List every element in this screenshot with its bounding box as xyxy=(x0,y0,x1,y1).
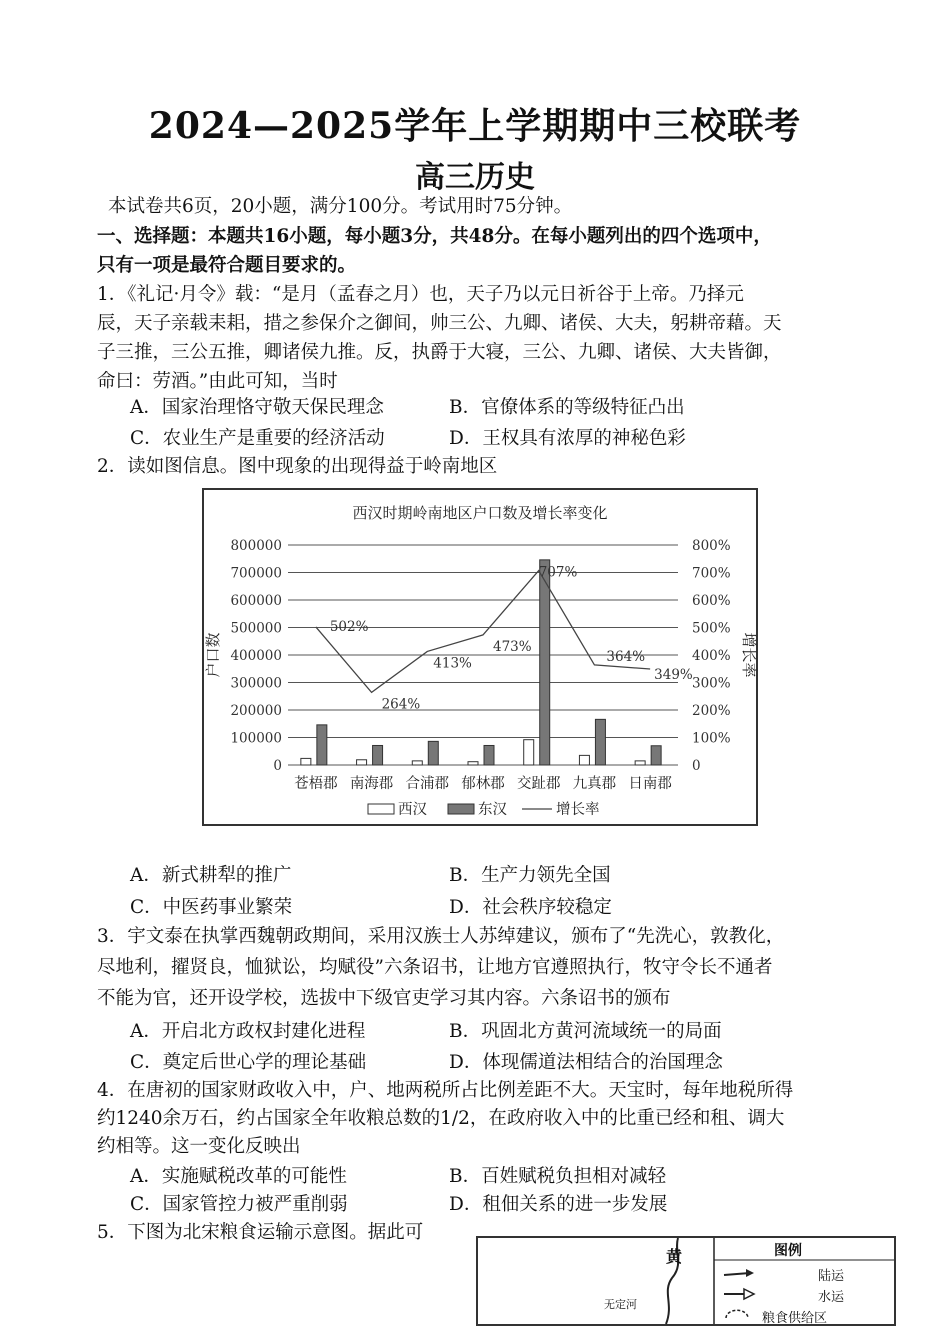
q2-option-b: B．生产力领先全国 xyxy=(449,865,611,886)
growth-rate-label: 473% xyxy=(493,638,532,655)
map-legend-area: 粮食供给区 xyxy=(762,1311,828,1326)
q4-option-a: A．实施赋税改革的可能性 xyxy=(130,1166,347,1187)
grain-transport-map xyxy=(476,1236,896,1326)
q2-stem: 2．读如图信息。图中现象的出现得益于岭南地区 xyxy=(97,456,498,477)
q4-option-b: B．百姓赋税负担相对减轻 xyxy=(449,1166,667,1187)
q3-option-a: A．开启北方政权封建化进程 xyxy=(130,1021,366,1042)
q4-option-d: D．租佃关系的进一步发展 xyxy=(449,1194,668,1215)
y-left-tick-label: 300000 xyxy=(230,675,282,692)
legend-growth-rate-label: 增长率 xyxy=(556,802,600,818)
exam-intro: 本试卷共6页，20小题，满分100分。考试用时75分钟。 xyxy=(108,196,573,217)
q3-option-b: B．巩固北方黄河流域统一的局面 xyxy=(449,1021,722,1042)
q3-option-c: C．奠定后世心学的理论基础 xyxy=(130,1052,367,1073)
bar-western-han xyxy=(524,740,534,765)
x-tick-label: 合浦郡 xyxy=(405,776,450,792)
q2-option-a: A．新式耕犁的推广 xyxy=(130,865,292,886)
q4-option-c: C．国家管控力被严重削弱 xyxy=(130,1194,348,1215)
growth-rate-label: 707% xyxy=(538,564,578,581)
growth-rate-label: 502% xyxy=(329,618,369,635)
bar-western-han xyxy=(635,761,645,765)
land-route-arrow-icon xyxy=(746,1269,754,1277)
y-left-tick-label: 400000 xyxy=(230,648,282,664)
y-right-tick-label: 300% xyxy=(692,675,731,692)
bar-eastern-han xyxy=(595,719,605,765)
q1-option-a: A．国家治理恪守敬天保民理念 xyxy=(130,397,384,418)
legend-western-han-swatch xyxy=(368,804,394,814)
bar-eastern-han xyxy=(540,560,550,765)
map-legend-water: 水运 xyxy=(818,1290,845,1305)
legend-eastern-han-swatch xyxy=(448,804,474,814)
bar-western-han xyxy=(468,762,478,765)
y-right-tick-label: 500% xyxy=(692,620,731,637)
q4-stem-line2: 约1240余万石，约占国家全年收粮总数的1/2，在政府收入中的比重已经和租、调大 xyxy=(97,1108,785,1129)
growth-rate-label: 264% xyxy=(381,696,421,713)
bar-western-han xyxy=(301,758,311,765)
legend-western-han-label: 西汉 xyxy=(398,802,427,818)
y-right-tick-label: 0 xyxy=(692,758,701,774)
q1-stem-line4: 命曰：劳酒。”由此可知，当时 xyxy=(97,371,338,392)
map-legend-land: 陆运 xyxy=(818,1269,845,1284)
growth-rate-label: 349% xyxy=(654,667,693,684)
bar-western-han xyxy=(579,755,589,765)
bar-eastern-han xyxy=(484,745,494,765)
chart-title: 西汉时期岭南地区户口数及增长率变化 xyxy=(352,504,608,522)
y-right-tick-label: 700% xyxy=(692,565,731,582)
exam-title: 2024—2025学年上学期期中三校联考 xyxy=(148,105,802,147)
q1-stem-line3: 子三推，三公五推，卿诸侯九推。反，执爵于大寝，三公、九卿、诸侯、大夫皆御， xyxy=(97,342,782,363)
y-left-axis-label: 户口数 xyxy=(204,632,222,678)
q1-option-d: D．王权具有浓厚的神秘色彩 xyxy=(449,428,686,449)
x-tick-label: 日南郡 xyxy=(628,776,672,792)
q1-stem-line2: 辰，天子亲载耒耜，措之参保介之御间，帅三公、九卿、诸侯、大夫，躬耕帝藉。天 xyxy=(97,313,782,334)
q2-option-d: D．社会秩序较稳定 xyxy=(449,897,612,918)
q3-stem-line3: 不能为官，还开设学校，选拔中下级官吏学习其内容。六条诏书的颁布 xyxy=(97,988,671,1009)
y-right-tick-label: 100% xyxy=(692,730,731,747)
legend-eastern-han-label: 东汉 xyxy=(478,802,507,818)
y-left-tick-label: 600000 xyxy=(230,593,282,609)
bar-western-han xyxy=(412,761,422,765)
y-right-axis-label: 增长率 xyxy=(740,632,758,678)
bar-eastern-han xyxy=(651,746,661,765)
water-route-arrow-icon xyxy=(744,1289,754,1299)
y-right-tick-label: 400% xyxy=(692,648,731,664)
q3-stem-line1: 3．宇文泰在执掌西魏朝政期间，采用汉族士人苏绰建议，颁布了“先洗心，敦教化， xyxy=(97,926,785,947)
grain-supply-area-icon xyxy=(726,1310,748,1318)
growth-rate-label: 364% xyxy=(606,648,646,665)
x-tick-label: 南海郡 xyxy=(349,776,394,792)
y-left-tick-label: 200000 xyxy=(230,703,282,719)
growth-rate-label: 413% xyxy=(433,655,472,672)
bar-eastern-han xyxy=(373,745,383,765)
q4-stem-line3: 约相等。这一变化反映出 xyxy=(97,1136,301,1157)
y-left-tick-label: 100000 xyxy=(230,730,282,747)
x-tick-label: 交趾郡 xyxy=(516,776,561,792)
y-right-tick-label: 600% xyxy=(692,593,731,609)
bar-eastern-han xyxy=(428,741,438,765)
section-heading-line1: 一、选择题：本题共16小题，每小题3分，共48分。在每小题列出的四个选项中， xyxy=(97,226,772,247)
q4-stem-line1: 4．在唐初的国家财政收入中，户、地两税所占比例差距不大。天宝时，每年地税所得 xyxy=(97,1080,794,1101)
section-heading-line2: 只有一项是最符合题目要求的。 xyxy=(97,255,357,276)
q1-stem-line1: 1．《礼记·月令》载：“是月（孟春之月）也，天子乃以元日祈谷于上帝。乃择元 xyxy=(97,284,744,305)
x-tick-label: 九真郡 xyxy=(572,776,617,792)
q2-option-c: C．中医药事业繁荣 xyxy=(130,897,293,918)
y-left-tick-label: 700000 xyxy=(230,565,282,582)
map-canal-label: 无定河 xyxy=(604,1298,637,1311)
y-right-tick-label: 200% xyxy=(692,703,731,719)
q5-stem: 5．下图为北宋粮食运输示意图。据此可 xyxy=(97,1222,424,1243)
map-river-label: 黄 xyxy=(666,1247,683,1266)
y-left-tick-label: 0 xyxy=(273,758,282,774)
q3-stem-line2: 尽地利，擢贤良，恤狱讼，均赋役”六条诏书，让地方官遵照执行，牧守令长不通者 xyxy=(97,957,773,978)
y-right-tick-label: 800% xyxy=(692,538,731,554)
map-legend-title: 图例 xyxy=(774,1243,802,1259)
y-left-tick-label: 500000 xyxy=(230,620,282,637)
chart-canvas xyxy=(204,490,756,824)
bar-western-han xyxy=(357,760,367,765)
q3-option-d: D．体现儒道法相结合的治国理念 xyxy=(449,1052,723,1073)
q1-option-c: C．农业生产是重要的经济活动 xyxy=(130,428,385,449)
bar-eastern-han xyxy=(317,725,327,765)
x-tick-label: 苍梧郡 xyxy=(294,776,338,792)
q1-option-b: B．官僚体系的等级特征凸出 xyxy=(449,397,685,418)
population-chart xyxy=(202,488,758,826)
y-left-tick-label: 800000 xyxy=(230,538,282,554)
x-tick-label: 郁林郡 xyxy=(461,776,505,792)
exam-subtitle: 高三历史 xyxy=(415,160,535,195)
